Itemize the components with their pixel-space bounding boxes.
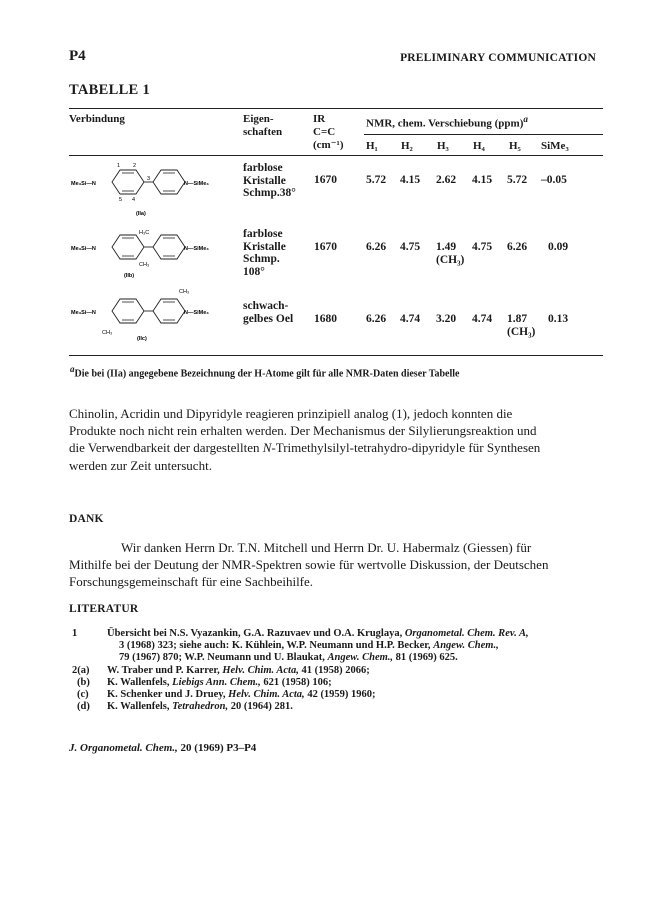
nmr-header-rule [364,134,603,135]
ref-2b-number: (b) [77,677,90,688]
row-iia-h4: 4.15 [472,174,493,186]
table-bottom-rule [69,355,603,356]
running-head: PRELIMINARY COMMUNICATION [400,52,596,64]
dank-heading: DANK [69,513,104,525]
svg-text:(IIa): (IIa) [136,211,146,217]
svg-text:Me₃Si—N: Me₃Si—N [71,246,96,252]
row-iib-simes: 0.09 [548,241,569,253]
journal-citation: J. Organometal. Chem., 20 (1969) P3–P4 [69,742,257,754]
ref-2c-number: (c) [77,689,89,700]
svg-text:CH₃: CH₃ [102,330,113,336]
row-iib-h2: 4.75 [400,241,421,253]
ref-1: Übersicht bei N.S. Vyazankin, G.A. Razuvaev und O.A. Kruglaya, Organometal. Chem. Rev. A, 3 (1968) 323; siehe auch: K. Kühlein, W.P. Neumann und H.P. Becker, Angew. Chem., 79 (1967) 870; W.P. Neumann und U. Blaukat, Angew. Chem., 81 (1969) 625. [107,628,529,664]
ref-2d: K. Wallenfels, Tetrahedron, 20 (1964) 281. [107,701,293,712]
structure-iic [69,287,239,349]
row-iia-h5: 5.72 [507,174,528,186]
svg-text:(IIc): (IIc) [137,336,147,342]
row-iib-h3: 1.49 [436,241,457,253]
nmr-col-simes: SiMe₃ [541,140,569,152]
col-header-ir: IR C=C (cm⁻¹) [313,113,344,151]
row-iib-h3-note: (CH₃) [436,254,465,266]
structure-iia [69,160,239,222]
row-iib-h1: 6.26 [366,241,387,253]
row-iia-h3: 2.62 [436,174,457,186]
svg-text:CH₃: CH₃ [179,289,190,295]
col-header-properties: Eigen- schaften [243,113,283,138]
row-iia-h1: 5.72 [366,174,387,186]
svg-text:5: 5 [119,197,123,203]
row-iic-h5: 1.87 [507,313,528,325]
body-paragraph: Chinolin, Acridin und Dipyridyle reagieren prinzipiell analog (1), jedoch konnten die Produkte noch nicht rein erhalten werden. Der Mechanismus der Silylierungsreaktion und die Verwendbarkeit der dargestellten N-Trimethylsilyl-tetrahydro-dipyridyle für Synthesen werden zur Zeit untersucht. [69,406,541,473]
svg-text:CH₃: CH₃ [139,262,150,268]
svg-text:H₃C: H₃C [139,230,150,236]
nmr-col-h5: H₅ [509,140,521,152]
row-iia-ir: 1670 [314,174,337,186]
svg-text:N—SiMe₃: N—SiMe₃ [184,246,209,252]
ref-2b: K. Wallenfels, Liebigs Ann. Chem., 621 (1958) 106; [107,677,332,688]
nmr-col-h2: H₂ [401,140,413,152]
row-iia-h2: 4.15 [400,174,421,186]
literature-heading: LITERATUR [69,603,139,615]
nmr-col-h4: H₄ [473,140,485,152]
table-footnote: $^a$Die bei (IIa) angegebene Bezeichnung der H-Atome gilt für alle NMR-Daten dieser Tabelle [70,364,460,380]
svg-text:2: 2 [133,163,137,169]
row-iic-h4: 4.74 [472,313,493,325]
ref-2c: K. Schenker und J. Druey, Helv. Chim. Acta, 42 (1959) 1960; [107,689,376,700]
row-iic-h3: 3.20 [436,313,457,325]
row-iic-h5-note: (CH₃) [507,326,536,338]
svg-text:Me₃Si—N: Me₃Si—N [71,181,96,187]
row-iib-ir: 1670 [314,241,337,253]
ref-1-number: 1 [72,628,78,639]
row-iic-properties: schwach- gelbes Oel [243,300,294,325]
row-iic-simes: 0.13 [548,313,569,325]
row-iia-simes: –0.05 [541,174,567,186]
svg-text:N—SiMe₃: N—SiMe₃ [184,181,209,187]
row-iib-h4: 4.75 [472,241,493,253]
svg-text:(IIb): (IIb) [124,273,135,279]
nmr-col-h1: H₁ [366,140,378,152]
ref-2a-number: 2(a) [72,665,90,676]
row-iic-h1: 6.26 [366,313,387,325]
col-header-compound: Verbindung [69,113,125,125]
row-iib-h5: 6.26 [507,241,528,253]
table-title: TABELLE 1 [69,82,150,98]
col-header-nmr: NMR, chem. Verschiebung (ppm)$^a$ [366,114,528,130]
row-iic-h2: 4.74 [400,313,421,325]
page-label: P4 [69,48,86,64]
row-iib-properties: farblose Kristalle Schmp. 108° [243,228,286,278]
svg-text:1: 1 [117,163,121,169]
nmr-col-h3: H₃ [437,140,449,152]
structure-iib [69,225,239,285]
ref-2a: W. Traber und P. Karrer, Helv. Chim. Acta, 41 (1958) 2066; [107,665,370,676]
row-iia-properties: farblose Kristalle Schmp.38° [243,162,296,199]
table-header-rule [69,155,603,156]
row-iic-ir: 1680 [314,313,337,325]
dank-paragraph: Wir danken Herrn Dr. T.N. Mitchell und Herrn Dr. U. Habermalz (Giessen) für Mithilfe bei der Deutung der NMR-Spektren sowie für wertvolle Diskussion, der Deutschen Forschungsgemeinschaft für eine Sachbeihilfe. [69,540,549,590]
svg-text:3: 3 [147,176,151,182]
ref-2d-number: (d) [77,701,90,712]
table-top-rule [69,108,603,109]
svg-text:Me₃Si—N: Me₃Si—N [71,310,96,316]
svg-text:N—SiMe₃: N—SiMe₃ [184,310,209,316]
svg-text:4: 4 [132,197,136,203]
